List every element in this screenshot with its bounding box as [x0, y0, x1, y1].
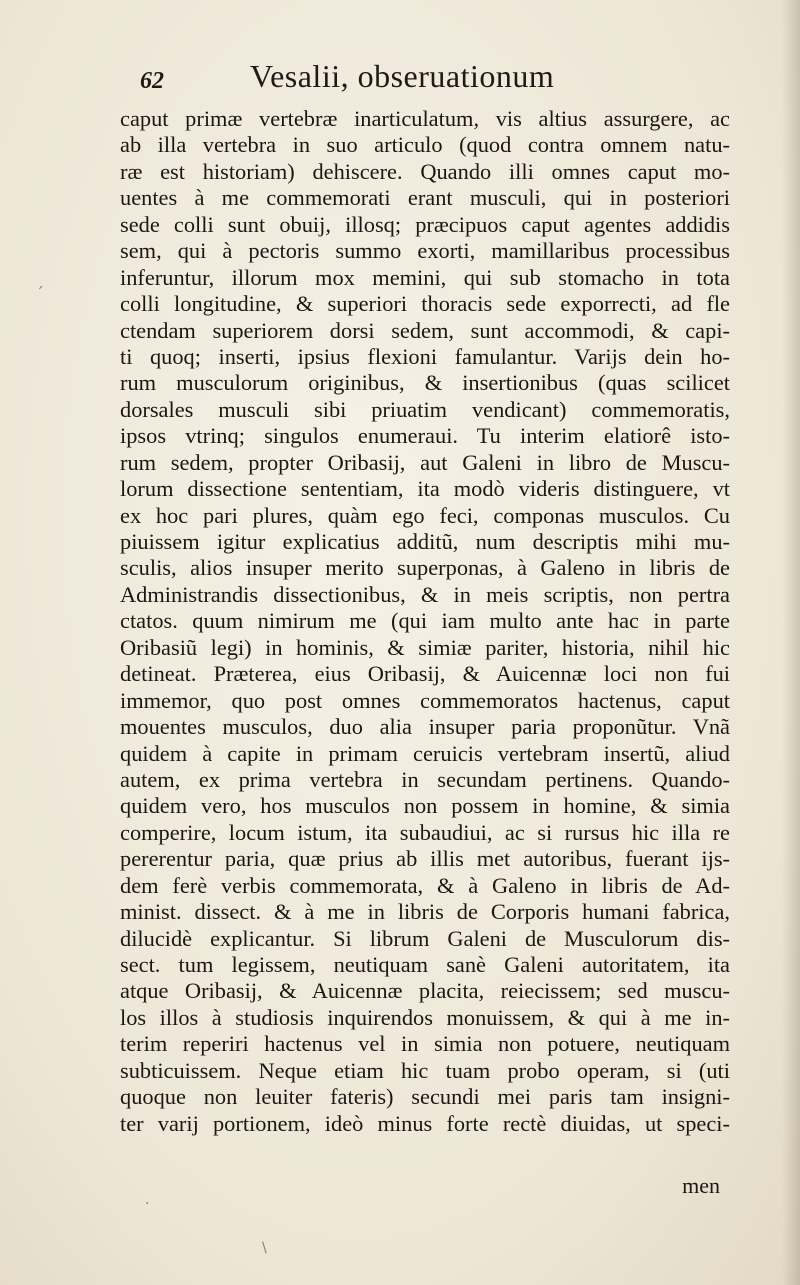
text-line: quoque non leuiter fateris) secundi mei paris tam insigni-: [120, 1084, 730, 1110]
text-line: ab illa vertebra in suo articulo (quod contra omnem natu-: [120, 132, 730, 158]
text-line: rum sedem, propter Oribasij, aut Galeni in libro de Muscu-: [120, 449, 730, 475]
text-line: sect. tum legissem, neutiquam sanè Galeni autoritatem, ita: [120, 952, 730, 977]
text-line: minist. dissect. & à me in libris de Corporis humani fabrica,: [120, 899, 730, 925]
text-line: dem ferè verbis commemorata, & à Galeno in libris de Ad-: [120, 872, 730, 898]
margin-mark: ˊ: [36, 284, 44, 303]
page-number: 62: [140, 68, 164, 94]
text-line: dilucidè explicantur. Si librum Galeni de Musculorum dis-: [120, 925, 730, 951]
text-line: quidem à capite in primam ceruicis vertebram insertũ, aliud: [120, 740, 730, 766]
page-edge-shadow: [782, 0, 800, 1285]
text-line: rum musculorum originibus, & insertionibus (quas scilicet: [120, 370, 730, 396]
text-line: dorsales musculi sibi priuatim vendicant) commemoratis,: [120, 396, 730, 422]
text-line: sede colli sunt obuij, illosq; præcipuos caput agentes addidis: [120, 211, 730, 237]
text-line: ctatos. quum nimirum me (qui iam multo ante hac in parte: [120, 608, 730, 634]
catchword: men: [682, 1173, 720, 1198]
text-line: piuissem igitur explicatius additũ, num descriptis mihi mu-: [120, 529, 730, 554]
text-line: ti quoq; inserti, ipsius flexioni famulantur. Varijs dein ho-: [120, 343, 730, 369]
text-line: ter varij portionem, ideò minus forte rectè diuidas, ut speci-: [120, 1110, 730, 1136]
text-line: los illos à studiosis inquirendos monuissem, & qui à me in-: [120, 1004, 730, 1030]
text-line: pererentur paria, quæ prius ab illis met autoribus, fuerant ijs-: [120, 846, 730, 872]
running-head: Vesalii, obseruationum: [250, 58, 555, 94]
text-line: ctendam superiorem dorsi sedem, sunt accommodi, & capi-: [120, 317, 730, 343]
stray-mark: ·: [145, 1196, 150, 1212]
text-line: ex hoc pari plures, quàm ego feci, componas musculos. Cu: [120, 502, 730, 528]
text-line: inferuntur, illorum mox memini, qui sub stomacho in tota: [120, 264, 730, 290]
text-line: lorum dissectione sententiam, ita modò videris distinguere, vt: [120, 476, 730, 502]
text-line: Oribasiũ legi) in hominis, & simiæ pariter, historia, nihil hic: [120, 634, 730, 660]
body-text: [120, 106, 730, 1137]
text-line: uentes à me commemorati erant musculi, qui in posteriori: [120, 185, 730, 211]
text-line: immemor, quo post omnes commemoratos hactenus, caput: [120, 687, 730, 713]
text-line: ræ est historiam) dehiscere. Quando illi omnes caput mo-: [120, 158, 730, 184]
text-line: Administrandis dissectionibus, & in meis scriptis, non pertra: [120, 581, 730, 607]
page-header: [140, 58, 700, 98]
text-line: sculis, alios insuper merito superponas, à Galeno in libris de: [120, 555, 730, 581]
text-line: comperire, locum istum, ita subaudiui, ac si rursus hic illa re: [120, 819, 730, 845]
text-line: autem, ex prima vertebra in secundam pertinens. Quando-: [120, 766, 730, 792]
text-line: mouentes musculos, duo alia insuper paria proponũtur. Vnã: [120, 714, 730, 740]
text-line: colli longitudine, & superiori thoracis sede exporrecti, ad fle: [120, 291, 730, 317]
text-line: subticuissem. Neque etiam hic tuam probo operam, si (uti: [120, 1057, 730, 1083]
text-line: sem, qui à pectoris summo exorti, mamillaribus processibus: [120, 238, 730, 264]
text-line: ipsos vtrinq; singulos enumeraui. Tu interim elatiorê isto-: [120, 423, 730, 449]
text-line: detineat. Præterea, eius Oribasij, & Auicennæ loci non fui: [120, 661, 730, 687]
stray-mark: \: [262, 1240, 267, 1256]
text-line: quidem vero, hos musculos non possem in homine, & simia: [120, 793, 730, 819]
text-line: atque Oribasij, & Auicennæ placita, reiecissem; sed muscu-: [120, 978, 730, 1004]
text-line: terim reperiri hactenus vel in simia non potuere, neutiquam: [120, 1031, 730, 1057]
text-line: caput primæ vertebræ inarticulatum, vis altius assurgere, ac: [120, 106, 730, 131]
